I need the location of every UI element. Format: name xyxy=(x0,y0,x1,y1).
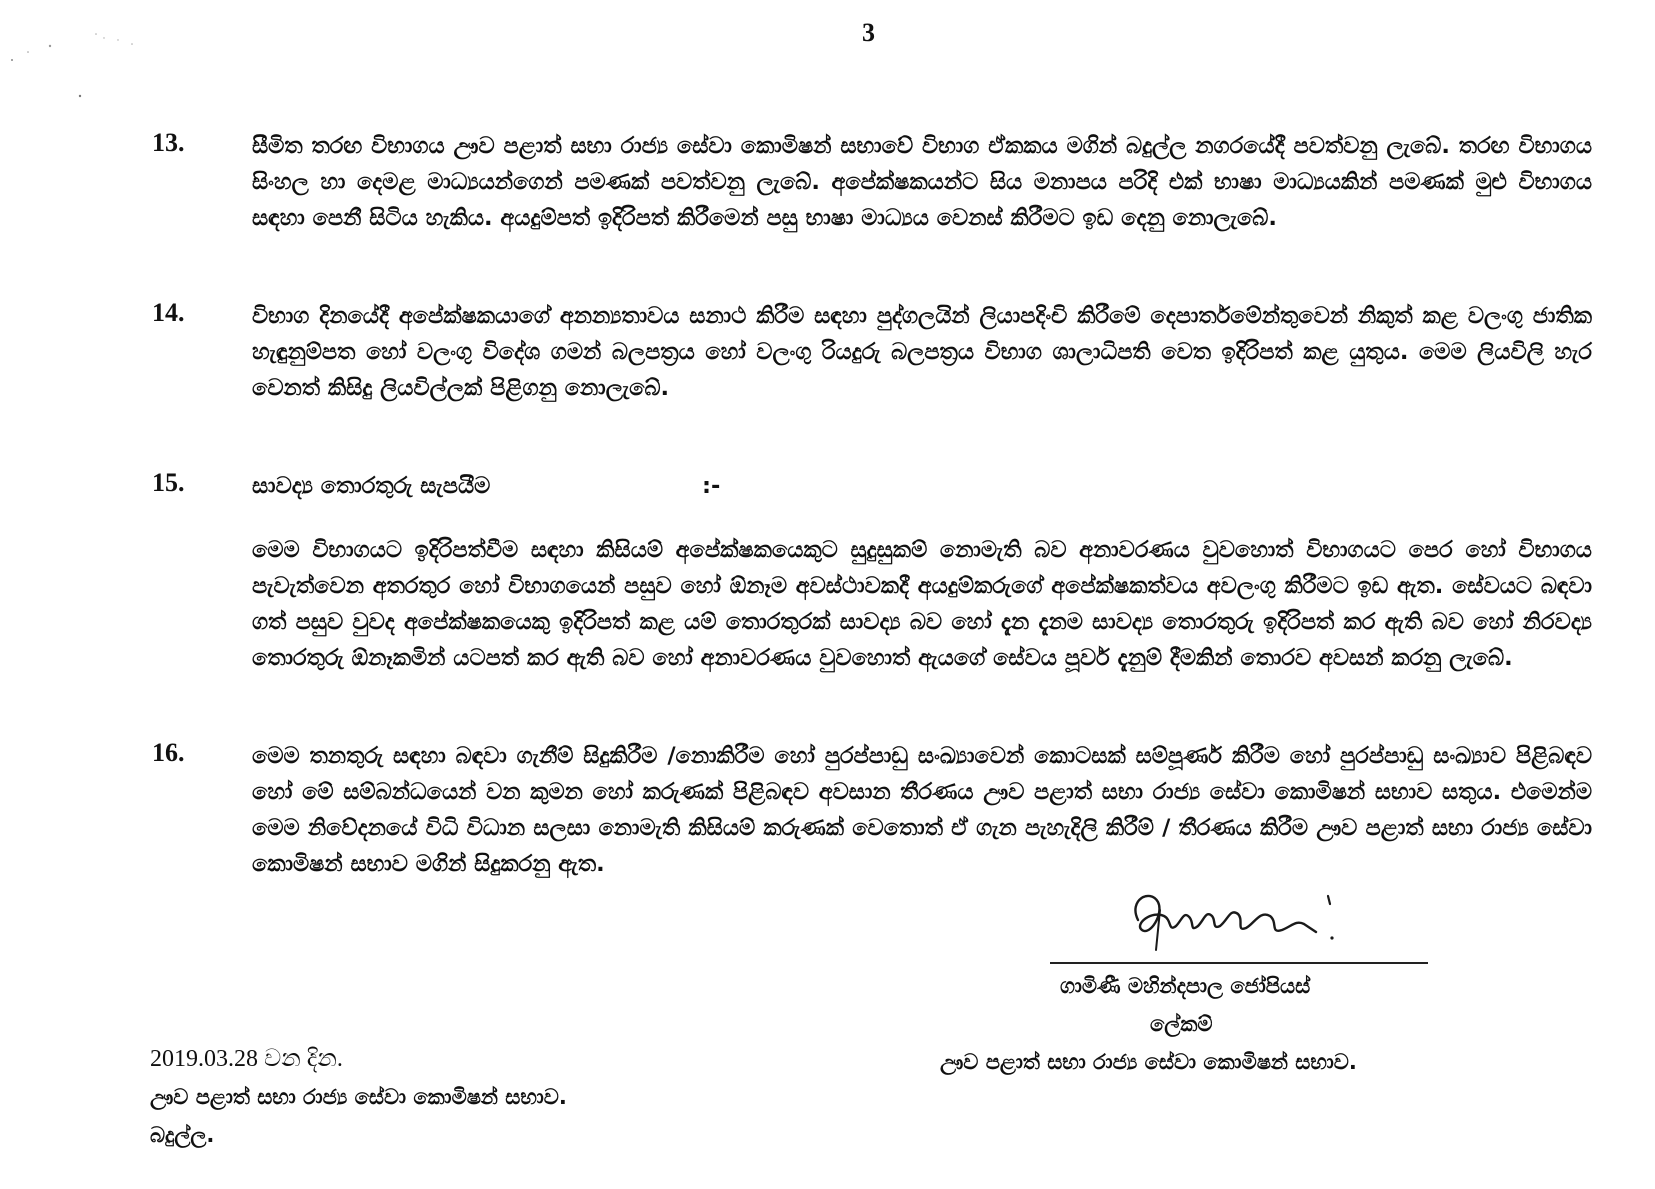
clause-text: සීමිත තරඟ විභාගය ඌව පළාත් සභා රාජ්‍ය සේවා කොමිෂන් සභාවේ විභාග ඒකකය මගින් බදුල්ල නගරයේදී පවත්වනු ලැබේ. තරඟ විභාගය සිංහල හා දෙමළ මාධ්‍යයන්ගෙන් පමණක් පවත්වනු ලැබේ. අපේක්ෂකයන්ට සිය මනාපය පරිදි එක් භාෂා මාධ්‍යයකින් පමණක් මුළු විභාගය සඳහා පෙනී සිටිය හැකිය. අයදුම්පත් ඉදිරිපත් කිරීමෙන් පසු භාෂා මාධ්‍යය වෙනස් කිරීමට ඉඩ දෙනු නොලැබේ. xyxy=(252,133,1592,231)
issuing-city: බදුල්ල. xyxy=(150,1123,215,1147)
clause-text: විභාග දිනයේදී අපේක්ෂකයාගේ අනන්‍යතාවය සනාථ කිරීම සඳහා පුද්ගලයින් ලියාපදිංචි කිරීමේ දෙපාර්තමේන්තුවෙන් නිකුත් කළ වලංගු ජාතික හැඳුනුම්පත හෝ වලංගු විදේශ ගමන් බලපත්‍රය හෝ වලංගු රියදුරු බලපත්‍රය විභාග ශාලාධිපති වෙත ඉදිරිපත් කළ යුතුය. මෙම ලියවිලි හැර වෙනත් කිසිදු ලියවිල්ලක් පිළිගනු නොලැබේ. xyxy=(252,303,1592,401)
issuing-office: ඌව පළාත් සභා රාජ්‍ය සේවා කොමිෂන් සභාව. xyxy=(150,1085,567,1109)
clause-text: මෙම තනතුරු සඳහා බඳවා ගැනීම් සිදුකිරීම /නොකිරීම හෝ පුරප්පාඩු සංඛ්‍යාවෙන් කොටසක් සම්පූර්ණ කිරීම හෝ පුරප්පාඩු සංඛ්‍යාව පිළිබඳව හෝ මේ සම්බන්ධයෙන් වන කුමන හෝ කරුණක් පිළිබඳව අවසාන තීරණය ඌව පළාත් සභා රාජ්‍ය සේවා කොමිෂන් සභාව සතුය. එමෙන්ම මෙම නිවේදනයේ විධි විධාන සලසා නොමැති කිසියම් කරුණක් වෙතොත් ඒ ගැන පැහැදිලි කිරීම් / තීරණය කිරීම ඌව පළාත් සභා රාජ්‍ය සේවා කොමිෂන් සභාව මගින් සිදුකරනු ඇත. xyxy=(252,743,1592,877)
signature-line xyxy=(1050,962,1428,964)
clause-number: 13. xyxy=(152,128,185,157)
signatory-office: ඌව පළාත් සභා රාජ්‍ය සේවා කොමිෂන් සභාව. xyxy=(940,1050,1357,1074)
clause-number: 16. xyxy=(152,738,185,767)
clause-number: 14. xyxy=(152,298,185,327)
clause-heading-colon: :- xyxy=(702,473,721,499)
signature-block xyxy=(940,880,1500,1080)
page-number: 3 xyxy=(862,18,875,47)
signatory-title: ලේකම් xyxy=(1150,1012,1213,1036)
signatory-name: ගාමිණී මහින්දපාල ජෝපියස් xyxy=(1060,974,1311,998)
clause-number: 15. xyxy=(152,468,185,497)
clause-heading: සාවද්‍ය තොරතුරු සැපයීම xyxy=(252,473,491,499)
issue-date: 2019.03.28 වන දින. xyxy=(150,1046,343,1072)
scan-specks xyxy=(0,0,200,120)
issue-details xyxy=(150,1040,567,1154)
clause-text: මෙම විභාගයට ඉදිරිපත්වීම සඳහා කිසියම් අපේක්ෂකයෙකුට සුදුසුකම් නොමැති බව අනාවරණය වුවහොත් විභාගයට පෙර හෝ විභාගය පැවැත්වෙන අතරතුර හෝ විභාගයෙන් පසුව හෝ ඕනෑම අවස්ථාවකදී අයදුම්කරුගේ අපේක්ෂකත්වය අවලංගු කිරීමට ඉඩ ඇත. සේවයට බඳවා ගත් පසුව වුවද අපේක්ෂකයෙකු ඉදිරිපත් කළ යම් තොරතුරක් සාවද්‍ය බව හෝ දැන දැනම සාවද්‍ය තොරතුරු ඉදිරිපත් කර ඇති බව හෝ නිරවද්‍ය තොරතුරු ඕනෑකමින් යටපත් කර ඇති බව හෝ අනාවරණය වුවහොත් ඇයගේ සේවය පූර්ව දැනුම් දීමකින් තොරව අවසන් කරනු ලැබේ. xyxy=(252,537,1592,671)
handwritten-signature xyxy=(1120,880,1340,960)
